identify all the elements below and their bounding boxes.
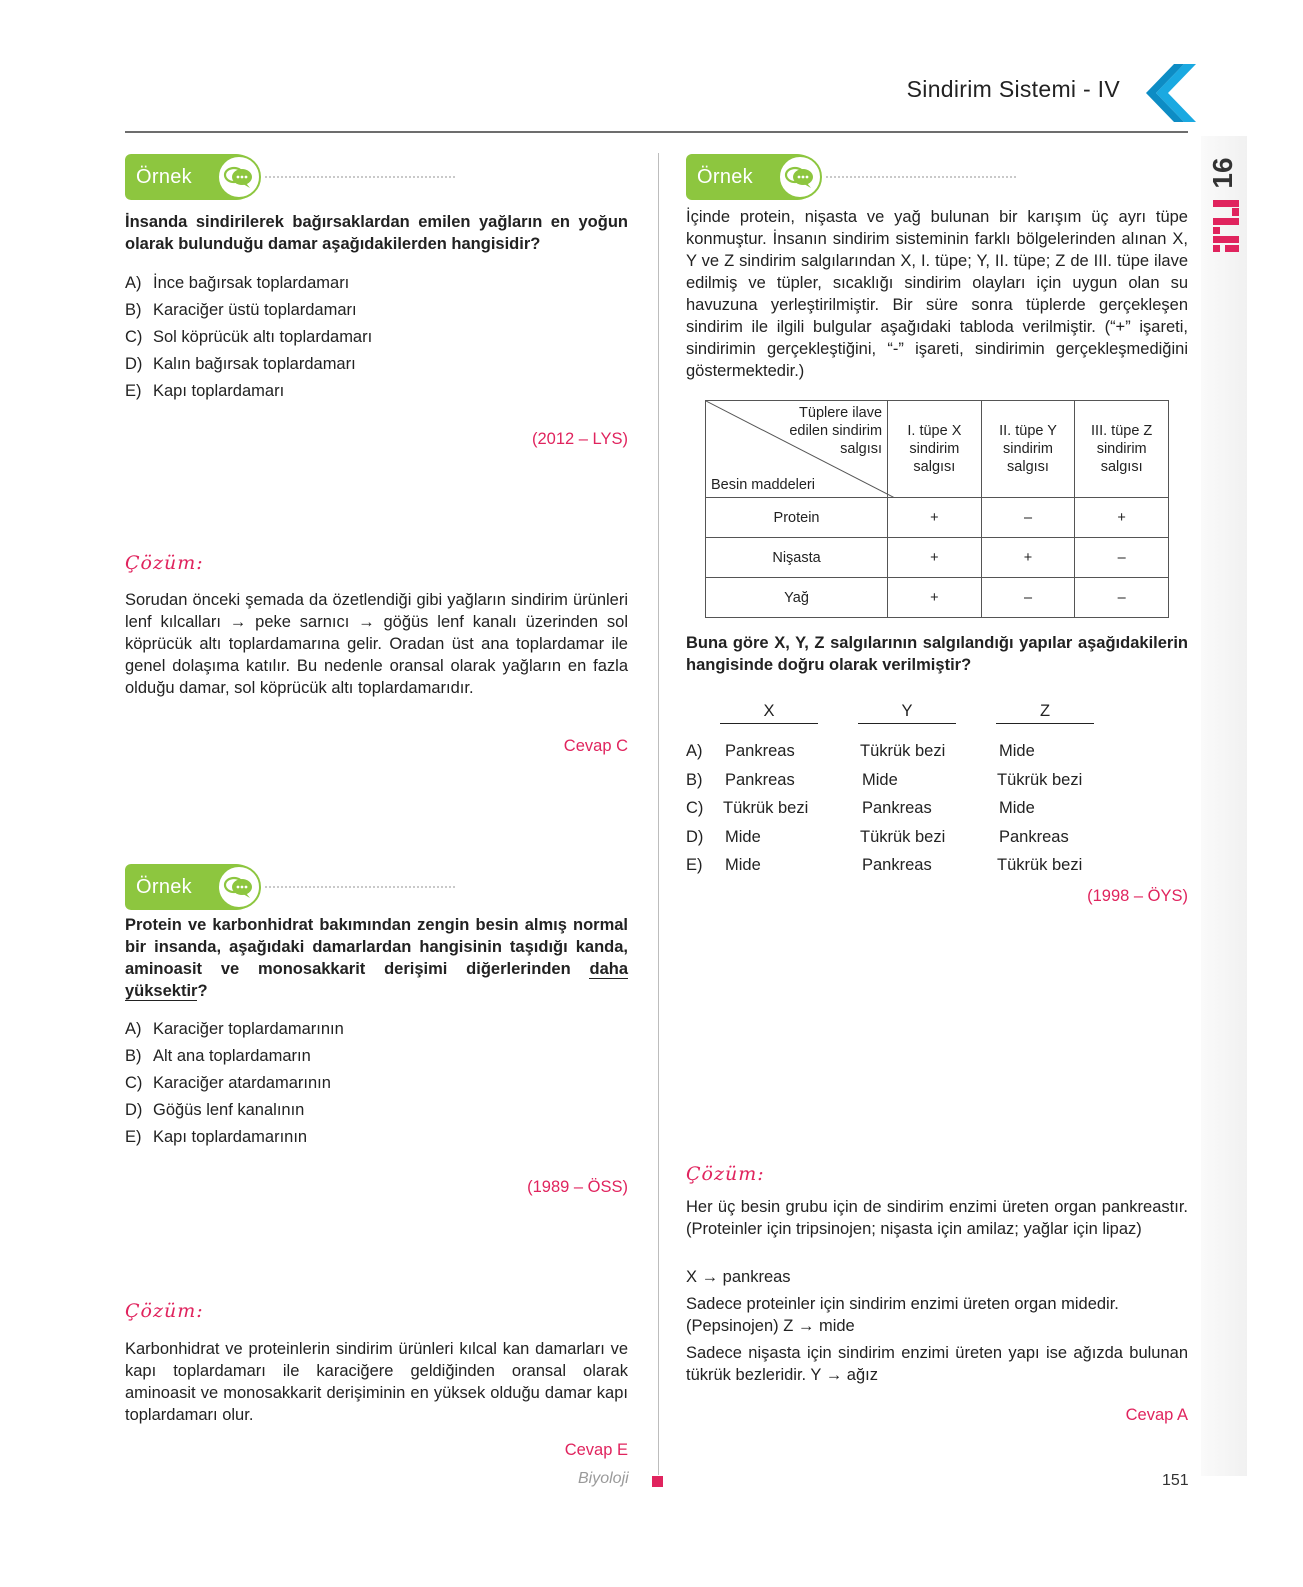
option: D) Kalın bağırsak toplardamarı	[125, 355, 356, 373]
question-3: Buna göre X, Y, Z salgılarının salgılandığı yapılar aşağıdakilerin hangisinde doğru olarak verilmiştir?	[686, 634, 1188, 674]
question-1: İnsanda sindirilerek bağırsaklardan emilen yağların en yoğun olarak bulunduğu damar aşağıdakilerden hangisidir?	[125, 213, 628, 253]
header-rule	[125, 131, 1188, 133]
answer-z-values: Mide Tükrük bezi Mide Pankreas Tükrük bezi	[997, 742, 1083, 874]
option: C) Karaciğer atardamarının	[125, 1074, 331, 1092]
page-number: 151	[1162, 1472, 1189, 1489]
table-col-header: II. tüpe Y sindirim salgısı	[981, 401, 1075, 498]
answer-header-y: Y	[858, 702, 956, 724]
answer-2: Cevap E	[564, 1441, 628, 1459]
answer-y-values: Tükrük bezi Mide Pankreas Tükrük bezi Pankreas	[860, 742, 946, 874]
table-col-header: I. tüpe X sindirim salgısı	[888, 401, 982, 498]
option: B) Karaciğer üstü toplardamarı	[125, 301, 357, 319]
ornek-badge: Örnek	[125, 864, 465, 910]
chapter-number: 16	[1207, 157, 1238, 189]
solution-3-part1: Her üç besin grubu için de sindirim enzimi üreten organ pankreastır. (Proteinler için tripsinojen; nişasta için amilaz; yağlar için lipaz)	[686, 1198, 1188, 1238]
chat-bubbles-icon	[780, 157, 820, 197]
option: E) Kapı toplardamarının	[125, 1128, 308, 1146]
answer-x-values: Pankreas Pankreas Tükrük bezi Mide Mide	[723, 742, 809, 874]
solution-3-part2: X → pankreas	[686, 1268, 791, 1286]
ornek-badge: Örnek	[125, 154, 465, 200]
option: A) İnce bağırsak toplardamarı	[125, 274, 350, 292]
table-col-header: III. tüpe Z sindirim salgısı	[1075, 401, 1169, 498]
source-1: (2012 – LYS)	[531, 430, 628, 448]
answer-header-z: Z	[996, 702, 1094, 724]
source-3: (1998 – ÖYS)	[1087, 887, 1188, 905]
cozum-label: Çözüm:	[125, 552, 204, 574]
results-table	[705, 400, 1169, 618]
side-strip	[1201, 136, 1247, 1476]
column-divider	[658, 153, 659, 1475]
answer-header-x: X	[720, 702, 818, 724]
footer-subject: Biyoloji	[578, 1470, 629, 1487]
answer-3: Cevap A	[1125, 1406, 1188, 1424]
ornek-badge: Örnek	[686, 154, 1026, 200]
question-3-intro: İçinde protein, nişasta ve yağ bulunan bir karışım üç ayrı tüpe konmuştur. İnsanın sindirim sisteminin farklı bölgelerinden alınan X, Y ve Z sindirim salgılarından X, I. tüpe; Y, II. tüpe; Z de III. tüpe ilave edilmiş ve tüpler, sıcaklığı sindirim olayları için uygun olan su havuzuna yerleştirilmiştir. Bir süre sonra tüplerde gerçekleşen sindirim ile ilgili bulgular aşağıdaki tabloda verilmiştir. (“+” işareti, sindirimin gerçekleştiğini, “-” işareti, sindirimin gerçekleşmediğini göstermektedir.)	[686, 208, 1188, 380]
option: C) Sol köprücük altı toplardamarı	[125, 328, 373, 346]
question-2-options	[125, 1016, 625, 1151]
solution-3-part3: Sadece proteinler için sindirim enzimi üreten organ midedir. (Pepsinojen) Z → mide	[686, 1295, 1119, 1335]
answer-1: Cevap C	[563, 737, 628, 755]
table-row: Protein + – +	[706, 498, 1169, 538]
cozum-label: Çözüm:	[686, 1163, 765, 1185]
option: E) Kapı toplardamarı	[125, 382, 285, 400]
option: A) Karaciğer toplardamarının	[125, 1020, 344, 1038]
solution-3-part4: Sadece nişasta için sindirim enzimi üreten yapı ise ağızda bulunan tükrük bezleridir. Y → ağız	[686, 1344, 1188, 1384]
solution-1: Sorudan önceki şemada da özetlendiği gibi yağların sindirim ürünleri lenf kılcalları → peke sarnıcı → göğüs lenf kanalı üzerinden sol köprücük altı toplardamarına gelir. Oradan üst ana toplardamar ile genel dolaşıma katılır. Bu nedenle oransal olarak yağların en fazla olduğu damar, sol köprücük altı toplardamarıdır.	[125, 591, 628, 697]
table-row: Yağ + – –	[706, 578, 1169, 618]
question-1-options	[125, 270, 625, 405]
answer-letters: A) B) C) D) E)	[686, 742, 704, 874]
option: D) Göğüs lenf kanalının	[125, 1101, 305, 1119]
answer-options	[686, 737, 1106, 887]
table-row: Nişasta + + –	[706, 538, 1169, 578]
option: B) Alt ana toplardamarın	[125, 1047, 311, 1065]
table-corner: Tüplere ilave edilen sindirim salgısı Besin maddeleri	[706, 401, 888, 498]
question-2: Protein ve karbonhidrat bakımından zengin besin almış normal bir insanda, aşağıdaki damarlardan hangisinin taşıdığı kanda, aminoasit ve monosakkarit derişimi diğerlerinden daha yüksektir?	[125, 916, 628, 1000]
chat-bubbles-icon	[219, 867, 259, 907]
chevron-left-icon	[1146, 64, 1196, 122]
fasikul-logo-icon	[1209, 200, 1243, 252]
page-title: Sindirim Sistemi - IV	[906, 76, 1120, 102]
cozum-label: Çözüm:	[125, 1300, 204, 1322]
chat-bubbles-icon	[219, 157, 259, 197]
source-2: (1989 – ÖSS)	[527, 1178, 628, 1196]
footer-square	[652, 1476, 663, 1487]
solution-2: Karbonhidrat ve proteinlerin sindirim ürünleri kılcal kan damarları ve kapı toplardamarı ile karaciğere geldiğinden oransal olarak aminoasit ve monosakkarit derişiminin en yüksek olduğu damar kapı toplardamarı olur.	[125, 1340, 628, 1424]
